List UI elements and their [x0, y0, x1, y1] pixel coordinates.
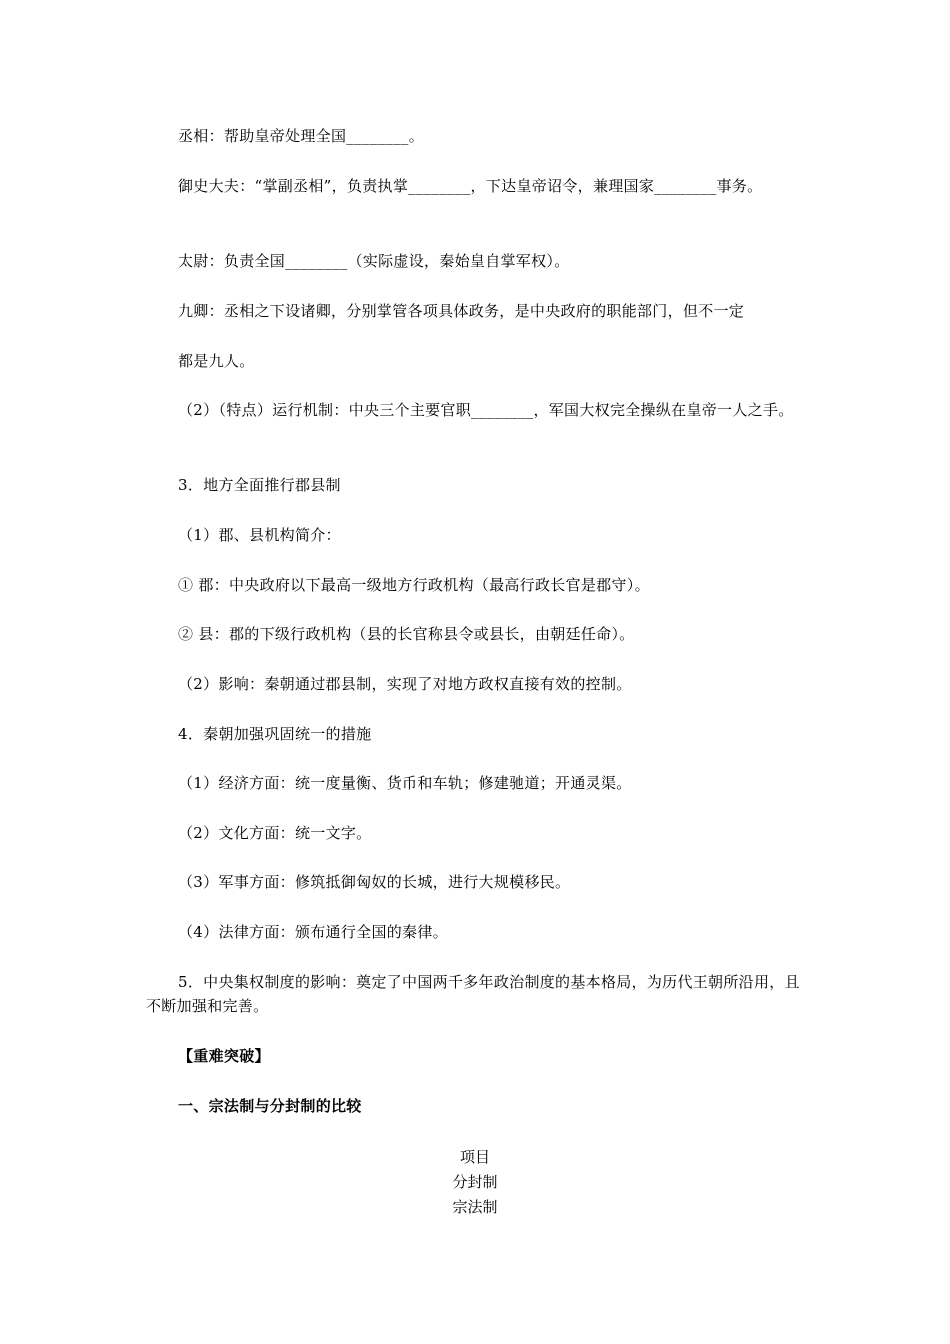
list-item-culture: （2）文化方面：统一文字。 [178, 824, 372, 842]
paragraph-nine-ministers: 九卿：丞相之下设诸卿，分别掌管各项具体政务，是中央政府的职能部门，但不一定 [178, 302, 745, 320]
list-item-economy: （1）经济方面：统一度量衡、货币和车轨；修建驰道；开通灵渠。 [178, 774, 632, 792]
paragraph-censor: 御史大夫：“掌副丞相”，负责执掌________，下达皇帝诏令，兼理国家________事务。 [178, 177, 763, 195]
section-heading-key-points: 【重难突破】 [178, 1047, 270, 1065]
section-heading-comparison: 一、宗法制与分封制的比较 [178, 1097, 362, 1115]
heading-commandery-system: 3．地方全面推行郡县制 [178, 476, 341, 494]
list-item-law: （4）法律方面：颁布通行全国的秦律。 [178, 923, 448, 941]
paragraph-nine-ministers-cont: 都是九人。 [178, 352, 255, 370]
paragraph-taiwei: 太尉：负责全国________（实际虚设，秦始皇自掌军权）。 [178, 252, 570, 270]
paragraph-mechanism: （2）（特点）运行机制：中央三个主要官职________，军国大权完全操纵在皇帝一人之手。 [178, 401, 794, 419]
table-header-patriarchal: 宗法制 [452, 1198, 498, 1216]
table-header-enfeoffment: 分封制 [452, 1173, 498, 1191]
heading-measures: 4．秦朝加强巩固统一的措施 [178, 725, 372, 743]
paragraph-chancellor: 丞相：帮助皇帝处理全国________。 [178, 127, 425, 145]
list-item-commandery: ① 郡：中央政府以下最高一级地方行政机构（最高行政长官是郡守）。 [178, 576, 650, 594]
paragraph-influence: （2）影响：秦朝通过郡县制，实现了对地方政权直接有效的控制。 [178, 675, 632, 693]
list-item-military: （3）军事方面：修筑抵御匈奴的长城，进行大规模移民。 [178, 873, 571, 891]
list-item-county: ② 县：郡的下级行政机构（县的长官称县令或县长，由朝廷任命）。 [178, 625, 635, 643]
paragraph-intro: （1）郡、县机构简介： [178, 526, 341, 544]
table-header-item: 项目 [459, 1148, 490, 1166]
paragraph-centralization-impact: 5．中央集权制度的影响：奠定了中国两千多年政治制度的基本格局，为历代王朝所沿用，且不断加强和完善。 [146, 973, 800, 1015]
